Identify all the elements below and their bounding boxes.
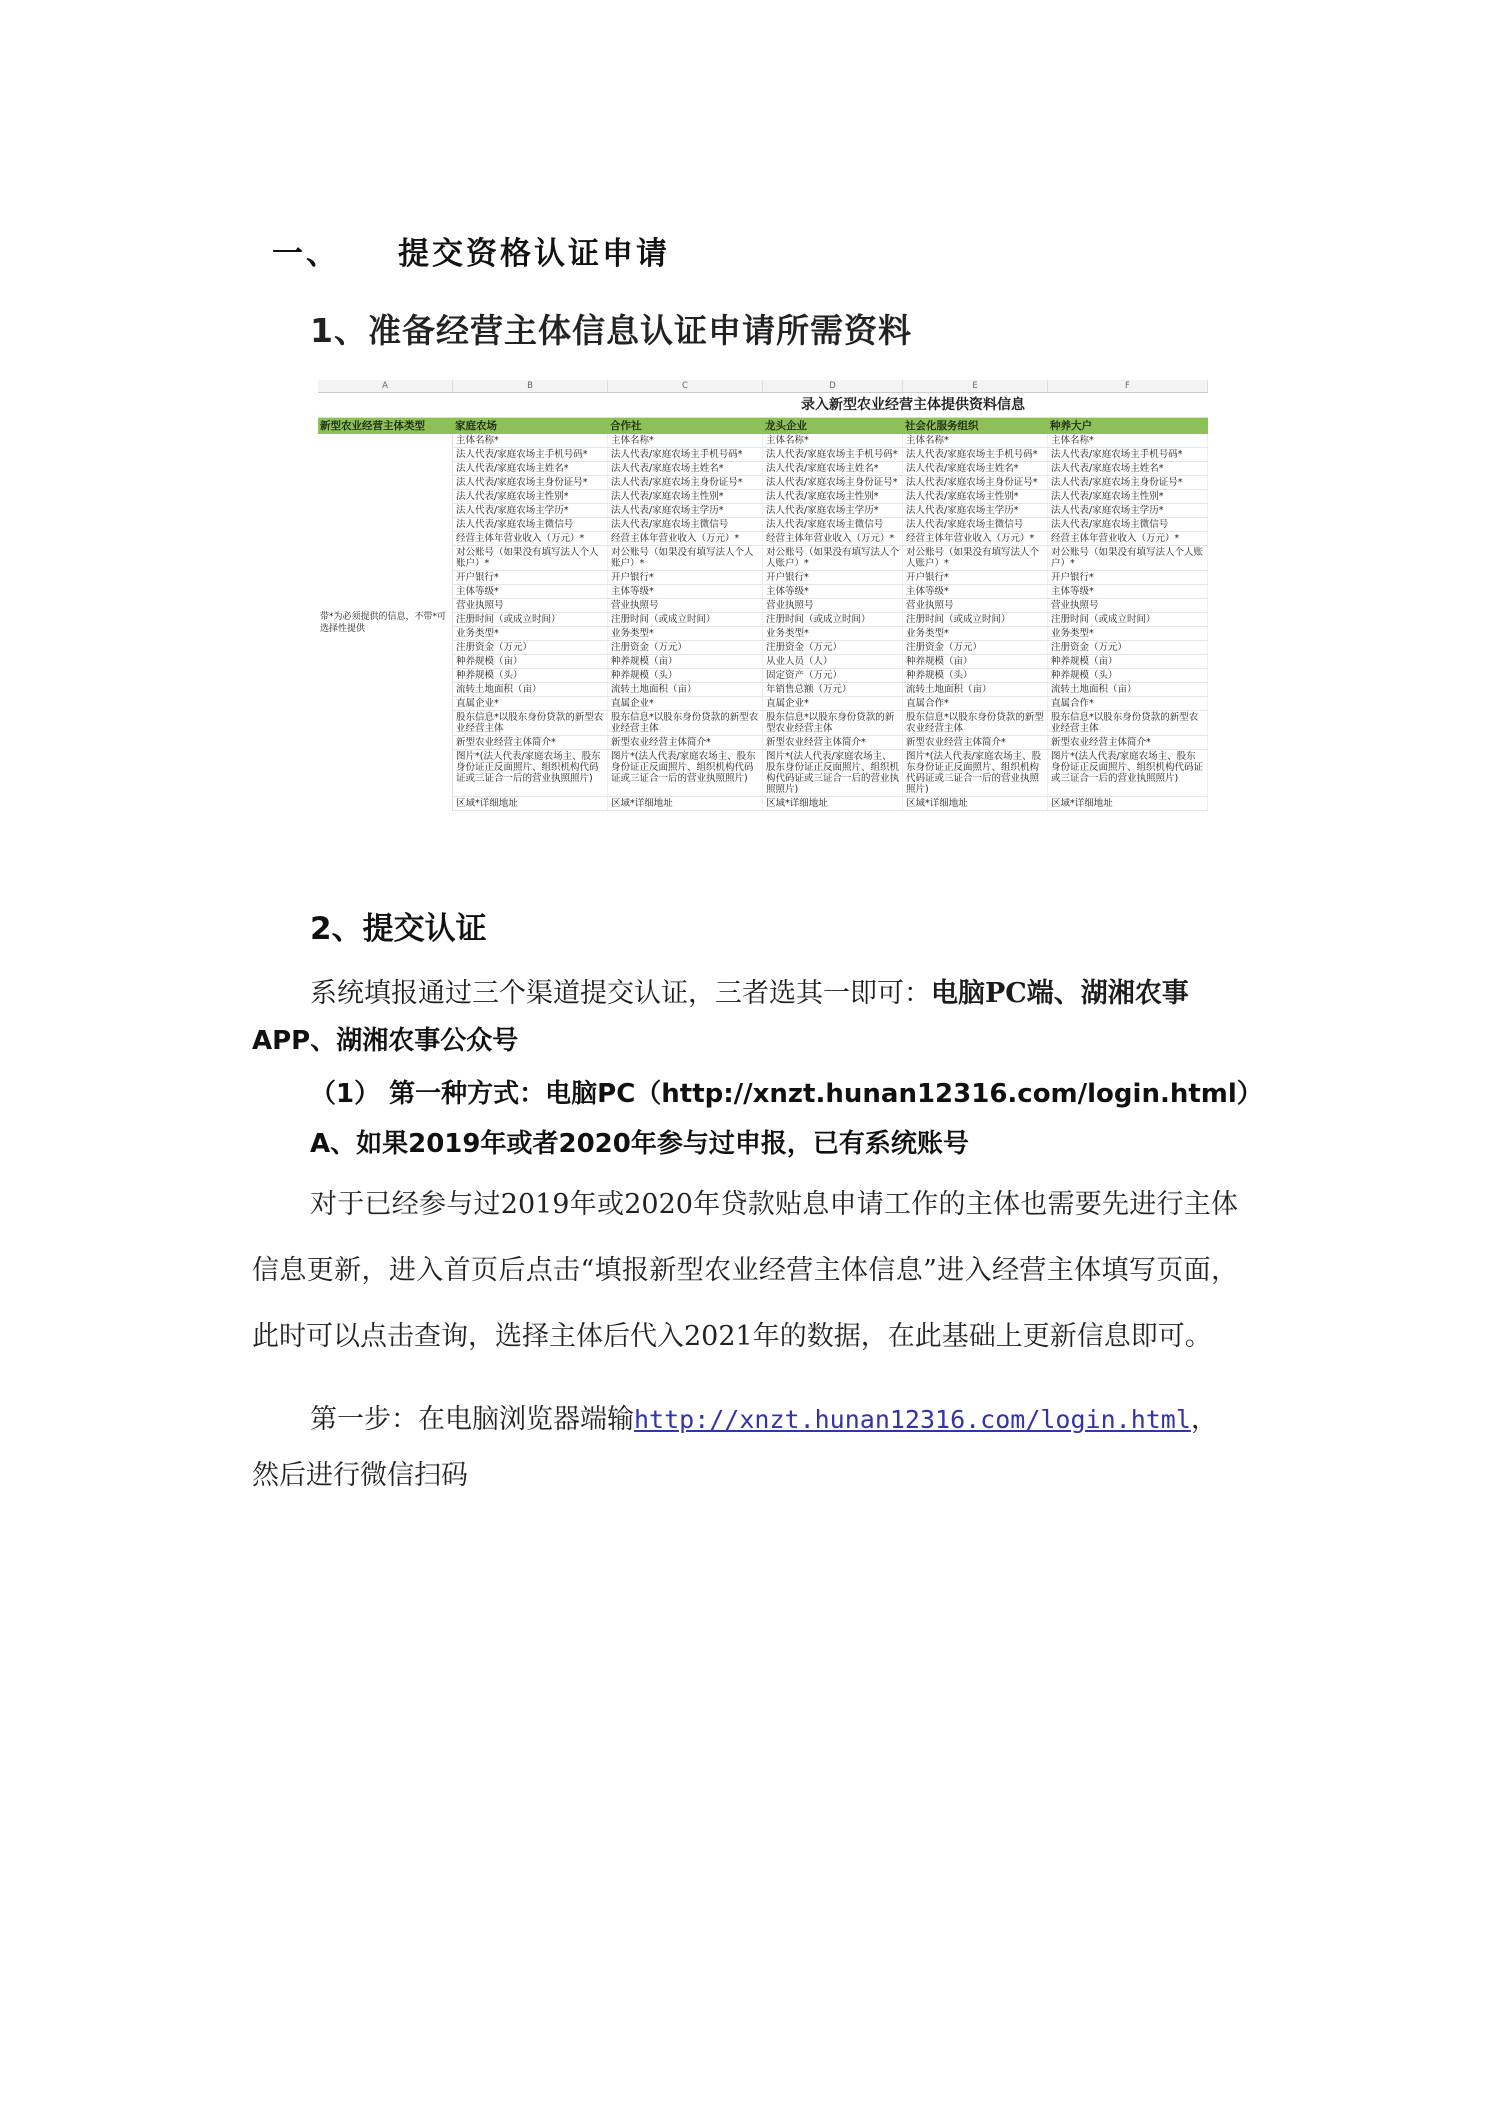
table-cell: 流转土地面积（亩） (453, 683, 608, 696)
table-cell: 对公账号（如果没有填写法人个人账户）* (1048, 546, 1208, 570)
sheet-title: 录入新型农业经营主体提供资料信息 (318, 393, 1208, 418)
table-cell: 注册资金（万元） (1048, 641, 1208, 654)
table-row (453, 476, 1208, 490)
column-letters (318, 380, 1208, 393)
table-cell: 注册时间（或成立时间） (903, 613, 1048, 626)
table-cell: 流转土地面积（亩） (1048, 683, 1208, 696)
section-number: 一、 (272, 236, 340, 272)
table-cell: 注册时间（或成立时间） (1048, 613, 1208, 626)
section-title: 提交资格认证申请 (398, 236, 670, 272)
sheet-side-label: 带*为必须提供的信息，不带*可选择性提供 (318, 434, 453, 811)
subsection-heading-2: 2、提交认证 (310, 911, 487, 947)
table-cell: 注册时间（或成立时间） (453, 613, 608, 626)
table-cell: 种养规模（头） (903, 669, 1048, 682)
table-cell: 营业执照号 (608, 599, 763, 612)
table-cell: 种养规模（头） (453, 669, 608, 682)
table-cell: 法人代表/家庭农场主姓名* (453, 462, 608, 475)
column-letter: E (903, 380, 1048, 392)
table-cell: 法人代表/家庭农场主身份证号* (1048, 476, 1208, 489)
table-cell: 区域*详细地址 (453, 797, 608, 810)
table-cell: 对公账号（如果没有填写法人个人账户）* (453, 546, 608, 570)
table-cell: 业务类型* (453, 627, 608, 640)
table-cell: 图片*(法人代表/家庭农场主、股东身份证正反面照片、组织机构代码证或三证合一后的营业执照照片) (453, 750, 608, 796)
table-cell: 对公账号（如果没有填写法人个人账户）* (763, 546, 903, 570)
table-row (453, 613, 1208, 627)
subsection-heading-1: 1、准备经营主体信息认证申请所需资料 (310, 311, 912, 350)
table-cell: 营业执照号 (903, 599, 1048, 612)
table-row (453, 434, 1208, 448)
table-cell: 新型农业经营主体简介* (903, 736, 1048, 749)
table-cell: 主体等级* (763, 585, 903, 598)
column-letter: F (1048, 380, 1208, 392)
table-cell: 股东信息*以股东身份贷款的新型农业经营主体 (608, 711, 763, 735)
table-cell: 法人代表/家庭农场主身份证号* (453, 476, 608, 489)
table-cell: 种养规模（亩） (1048, 655, 1208, 668)
channels-paragraph-cont: APP、湖湘农事公众号 (252, 1026, 519, 1056)
table-cell: 法人代表/家庭农场主手机号码* (1048, 448, 1208, 461)
table-cell: 法人代表/家庭农场主手机号码* (608, 448, 763, 461)
table-cell: 经营主体年营业收入（万元）* (1048, 532, 1208, 545)
table-cell: 法人代表/家庭农场主姓名* (1048, 462, 1208, 475)
table-cell: 图片*(法人代表/家庭农场主、股东身份证正反面照片、组织机构代码证或三证合一后的营业执照照片) (903, 750, 1048, 796)
table-row (453, 599, 1208, 613)
table-row (453, 655, 1208, 669)
table-cell: 股东信息*以股东身份贷款的新型农业经营主体 (763, 711, 903, 735)
table-cell: 直属企业* (763, 697, 903, 710)
table-cell: 种养规模（亩） (608, 655, 763, 668)
table-row (453, 504, 1208, 518)
header-cell: 社会化服务组织 (905, 420, 979, 432)
table-row (453, 627, 1208, 641)
table-cell: 股东信息*以股东身份贷款的新型农业经营主体 (903, 711, 1048, 735)
table-cell: 直属合作* (1048, 697, 1208, 710)
step-1-paragraph (252, 1392, 1238, 1504)
table-row (453, 711, 1208, 736)
step-1-text: 第一步：在电脑浏览器端输 (310, 1404, 634, 1435)
table-cell: 种养规模（亩） (903, 655, 1048, 668)
table-row (453, 518, 1208, 532)
table-cell: 业务类型* (903, 627, 1048, 640)
table-cell: 法人代表/家庭农场主姓名* (608, 462, 763, 475)
table-cell: 图片*(法人代表/家庭农场主、股东身份证正反面照片、组织机构代码证或三证合一后的营业执照照片) (763, 750, 903, 796)
channels-bold: 电脑PC端、湖湘农事 (931, 978, 1189, 1009)
table-row (453, 750, 1208, 797)
table-row (453, 736, 1208, 750)
table-cell: 法人代表/家庭农场主微信号 (763, 518, 903, 531)
table-cell: 经营主体年营业收入（万元）* (608, 532, 763, 545)
table-cell: 主体等级* (608, 585, 763, 598)
table-cell: 法人代表/家庭农场主身份证号* (763, 476, 903, 489)
table-cell: 注册资金（万元） (453, 641, 608, 654)
table-cell: 开户银行* (608, 571, 763, 584)
table-cell: 主体等级* (903, 585, 1048, 598)
column-letter: D (763, 380, 903, 392)
table-cell: 法人代表/家庭农场主学历* (1048, 504, 1208, 517)
table-cell: 图片*(法人代表/家庭农场主、股东身份证正反面照片、组织机构代码证或三证合一后的营业执照照片) (1048, 750, 1208, 796)
sheet-rows (453, 434, 1208, 811)
table-cell: 流转土地面积（亩） (903, 683, 1048, 696)
table-cell: 经营主体年营业收入（万元）* (903, 532, 1048, 545)
table-cell: 法人代表/家庭农场主性别* (608, 490, 763, 503)
table-cell: 从业人员（人） (763, 655, 903, 668)
table-cell: 业务类型* (763, 627, 903, 640)
header-cell: 家庭农场 (455, 420, 497, 432)
table-cell: 图片*(法人代表/家庭农场主、股东身份证正反面照片、组织机构代码证或三证合一后的营业执照照片) (608, 750, 763, 796)
channels-text: 系统填报通过三个渠道提交认证，三者选其一即可： (310, 978, 931, 1009)
table-cell: 注册时间（或成立时间） (608, 613, 763, 626)
table-cell: 法人代表/家庭农场主学历* (453, 504, 608, 517)
table-cell: 法人代表/家庭农场主身份证号* (903, 476, 1048, 489)
table-row (453, 462, 1208, 476)
table-cell: 法人代表/家庭农场主微信号 (1048, 518, 1208, 531)
table-row (453, 490, 1208, 504)
table-cell: 开户银行* (1048, 571, 1208, 584)
header-cell: 种养大户 (1050, 420, 1092, 432)
table-row (453, 683, 1208, 697)
table-cell: 开户银行* (453, 571, 608, 584)
table-cell: 主体名称* (903, 434, 1048, 447)
table-cell: 业务类型* (608, 627, 763, 640)
table-cell: 股东信息*以股东身份贷款的新型农业经营主体 (453, 711, 608, 735)
table-cell: 法人代表/家庭农场主学历* (763, 504, 903, 517)
table-row (453, 532, 1208, 546)
table-row (453, 641, 1208, 655)
table-row (453, 546, 1208, 571)
table-cell: 法人代表/家庭农场主性别* (453, 490, 608, 503)
table-cell: 开户银行* (763, 571, 903, 584)
case-a-heading: A、如果2019年或者2020年参与过申报，已有系统账号 (310, 1129, 969, 1159)
method-1-heading: （1） 第一种方式：电脑PC（http://xnzt.hunan12316.com/login.html） (310, 1079, 1263, 1109)
table-row (453, 585, 1208, 599)
section-heading (272, 228, 670, 273)
table-cell: 主体名称* (453, 434, 608, 447)
table-cell: 种养规模（头） (1048, 669, 1208, 682)
table-cell: 法人代表/家庭农场主姓名* (763, 462, 903, 475)
table-cell: 对公账号（如果没有填写法人个人账户）* (903, 546, 1048, 570)
table-cell: 经营主体年营业收入（万元）* (763, 532, 903, 545)
table-cell: 直属企业* (453, 697, 608, 710)
table-cell: 新型农业经营主体简介* (608, 736, 763, 749)
table-cell: 法人代表/家庭农场主性别* (903, 490, 1048, 503)
sheet-header-row (318, 418, 1208, 434)
table-cell: 法人代表/家庭农场主性别* (1048, 490, 1208, 503)
header-cell: 合作社 (610, 420, 642, 432)
table-cell: 新型农业经营主体简介* (453, 736, 608, 749)
table-cell: 经营主体年营业收入（万元）* (453, 532, 608, 545)
table-cell: 法人代表/家庭农场主身份证号* (608, 476, 763, 489)
table-cell: 法人代表/家庭农场主学历* (903, 504, 1048, 517)
table-cell: 法人代表/家庭农场主手机号码* (763, 448, 903, 461)
table-cell: 年销售总额（万元） (763, 683, 903, 696)
table-cell: 区域*详细地址 (608, 797, 763, 810)
table-cell: 区域*详细地址 (1048, 797, 1208, 810)
table-cell: 法人代表/家庭农场主微信号 (903, 518, 1048, 531)
table-cell: 法人代表/家庭农场主微信号 (608, 518, 763, 531)
table-cell: 主体等级* (453, 585, 608, 598)
table-cell: 主体名称* (608, 434, 763, 447)
table-cell: 注册资金（万元） (763, 641, 903, 654)
table-cell: 营业执照号 (1048, 599, 1208, 612)
table-cell: 法人代表/家庭农场主学历* (608, 504, 763, 517)
header-cell: 新型农业经营主体类型 (320, 420, 425, 432)
table-cell: 区域*详细地址 (903, 797, 1048, 810)
requirements-spreadsheet (318, 380, 1208, 885)
table-cell: 注册资金（万元） (903, 641, 1048, 654)
table-cell: 注册时间（或成立时间） (763, 613, 903, 626)
column-letter: C (608, 380, 763, 392)
table-cell: 种养规模（头） (608, 669, 763, 682)
table-cell: 新型农业经营主体简介* (1048, 736, 1208, 749)
table-cell: 营业执照号 (763, 599, 903, 612)
table-row (453, 669, 1208, 683)
table-cell: 主体名称* (1048, 434, 1208, 447)
sheet-body (318, 434, 1208, 811)
table-cell: 股东信息*以股东身份贷款的新型农业经营主体 (1048, 711, 1208, 735)
table-cell: 法人代表/家庭农场主性别* (763, 490, 903, 503)
table-cell: 固定资产（万元） (763, 669, 903, 682)
table-row (453, 697, 1208, 711)
table-cell: 业务类型* (1048, 627, 1208, 640)
table-cell: 主体名称* (763, 434, 903, 447)
table-row (453, 448, 1208, 462)
body-paragraph: 对于已经参与过2019年或2020年贷款贴息申请工作的主体也需要先进行主体信息更新，进入首页后点击“填报新型农业经营主体信息”进入经营主体填写页面，此时可以点击查询，选择主体后代入2021年的数据，在此基础上更新信息即可。 (252, 1189, 1238, 1352)
table-cell: 对公账号（如果没有填写法人个人账户）* (608, 546, 763, 570)
column-letter: B (453, 380, 608, 392)
step-1-text-end: ，然后进行微信扫码 (252, 1404, 1218, 1491)
table-cell: 开户银行* (903, 571, 1048, 584)
table-cell: 法人代表/家庭农场主手机号码* (453, 448, 608, 461)
table-cell: 直属企业* (608, 697, 763, 710)
table-cell: 种养规模（亩） (453, 655, 608, 668)
table-cell: 新型农业经营主体简介* (763, 736, 903, 749)
channels-paragraph (310, 972, 1240, 1016)
table-row (453, 571, 1208, 585)
table-cell: 法人代表/家庭农场主姓名* (903, 462, 1048, 475)
table-cell: 营业执照号 (453, 599, 608, 612)
table-cell: 直属合作* (903, 697, 1048, 710)
table-cell: 流转土地面积（亩） (608, 683, 763, 696)
column-letter: A (318, 380, 453, 392)
login-url-link[interactable]: http://xnzt.hunan12316.com/login.html (634, 1405, 1191, 1434)
table-cell: 法人代表/家庭农场主微信号 (453, 518, 608, 531)
table-cell: 法人代表/家庭农场主手机号码* (903, 448, 1048, 461)
header-cell: 龙头企业 (765, 420, 807, 432)
table-row (453, 797, 1208, 811)
table-cell: 主体等级* (1048, 585, 1208, 598)
table-cell: 区域*详细地址 (763, 797, 903, 810)
table-cell: 注册资金（万元） (608, 641, 763, 654)
